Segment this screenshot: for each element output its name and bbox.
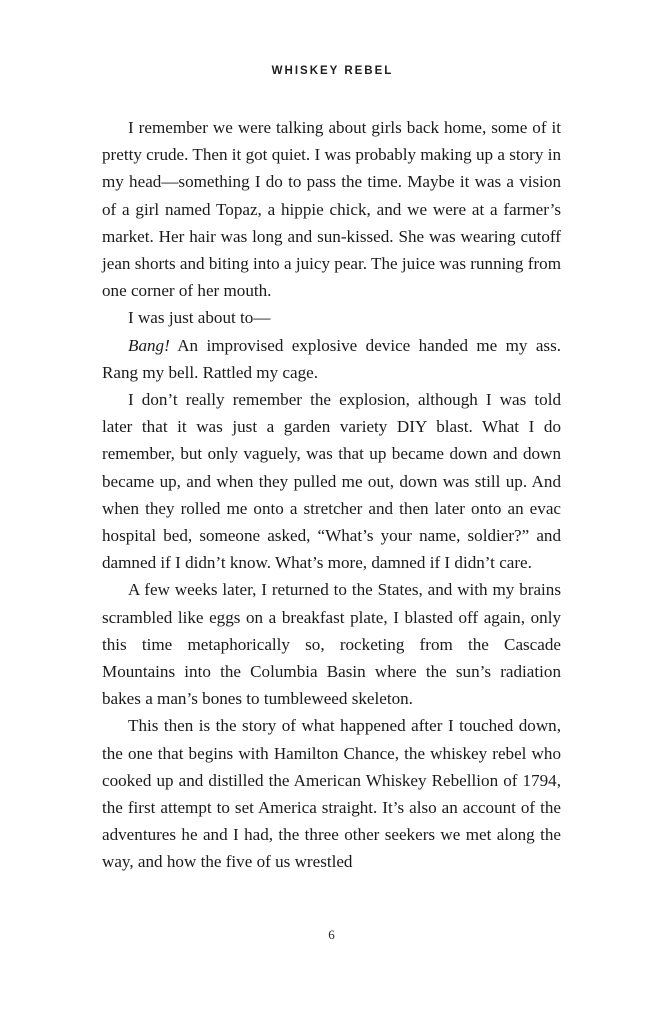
paragraph (102, 332, 561, 386)
paragraph: A few weeks later, I returned to the States, and with my brains scrambled like eggs on a breakfast plate, I blasted off again, only this time metaphorically so, rocketing from the Cascade Mountains into the Columbia Basin where the sun’s radiation bakes a man’s bones to tumbleweed skeleton. (102, 580, 561, 709)
body-text-block (102, 114, 561, 876)
running-head: WHISKEY REBEL (271, 65, 394, 77)
page-number: 6 (328, 927, 335, 942)
paragraph: I remember we were talking about girls back home, some of it pretty crude. Then it got quiet. I was probably making up a story in my head—something I do to pass the time. Maybe it was a vision of a girl named Topaz, a hippie chick, and we were at a farmer’s market. Her hair was long and sun-kissed. She was wearing cutoff jean shorts and biting into a juicy pear. The juice was running from one corner of her mouth. (102, 118, 561, 301)
paragraph: I was just about to— (128, 308, 271, 328)
paragraph-text: An improvised explosive device handed me my ass. Rang my bell. Rattled my cage. (102, 335, 561, 382)
italic-emphasis: Bang! (128, 335, 170, 355)
paragraph: I don’t really remember the explosion, although I was told later that it was just a garden variety DIY blast. What I do remember, but only vaguely, was that up became down and down became up, and when they pulled me out, down was still up. And when they rolled me onto a stretcher and then later onto an evac hospital bed, someone asked, “What’s your name, soldier?” and damned if I didn’t know. What’s more, damned if I didn’t care. (102, 390, 561, 573)
paragraph: This then is the story of what happened after I touched down, the one that begins with Hamilton Chance, the whiskey rebel who cooked up and distilled the American Whiskey Rebellion of 1794, the first attempt to set America straight. It’s also an account of the adventures he and I had, the three other seekers we met along the way, and how the five of us wrestled (102, 716, 561, 872)
